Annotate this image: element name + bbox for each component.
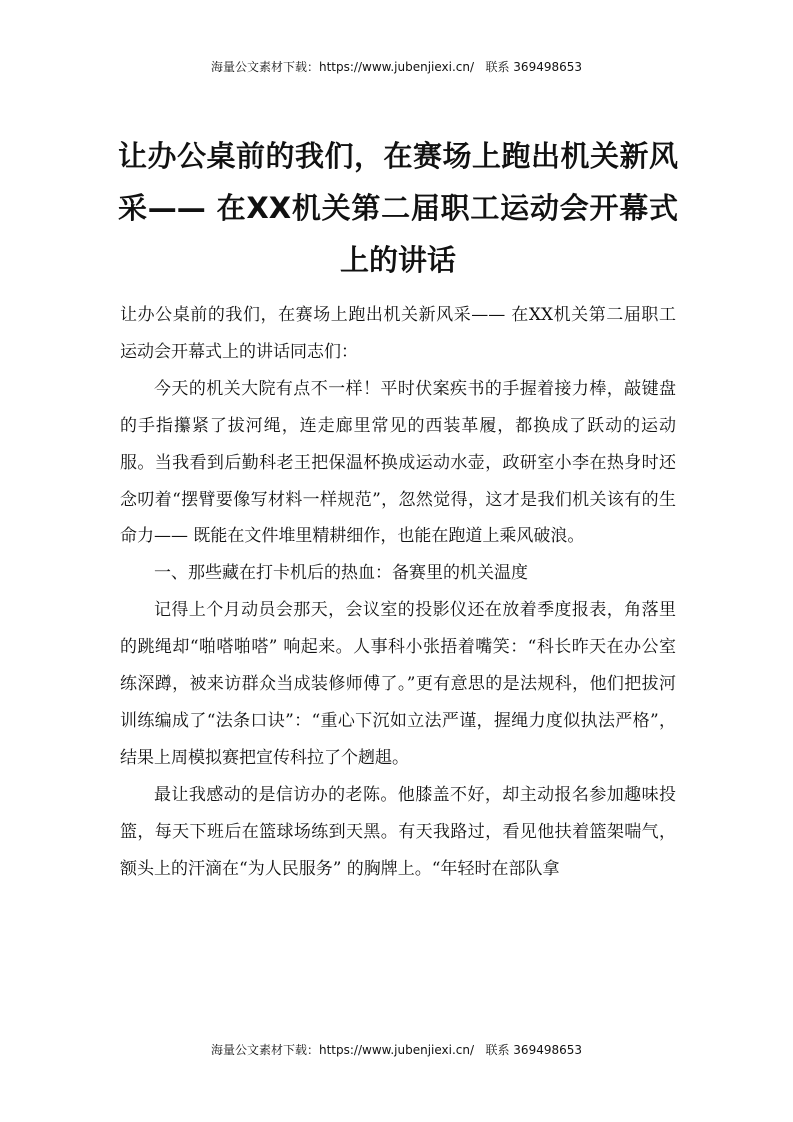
body-paragraph: 今天的机关大院有点不一样！平时伏案疾书的手握着接力棒，敲键盘的手指攥紧了拔河绳，连走廊里常见的西装革履，都换成了跃动的运动服。当我看到后勤科老王把保温杯换成运动水壶，政研室小李在热身时还念叨着“摆臂要像写材料一样规范”，忽然觉得，这才是我们机关该有的生命力—— 既能在文件堆里精耕细作，也能在跑道上乘风破浪。 <box>120 378 676 547</box>
body-paragraph: 记得上个月动员会那天，会议室的投影仪还在放着季度报表，角落里的跳绳却“啪嗒啪嗒” 响起来。人事科小张捂着嘴笑：“科长昨天在办公室练深蹲，被来访群众当成装修师傅了。”更有意思的是法规科，他们把拔河训练编成了“法条口诀”：“重心下沉如立法严谨，握绳力度似执法严格”，结果上周模拟赛把宣传科拉了个趔趄。 <box>120 600 676 768</box>
section-heading: 一、那些藏在打卡机后的热血：备赛里的机关温度 <box>154 563 528 584</box>
opening-paragraph: 让办公桌前的我们，在赛场上跑出机关新风采—— 在XX机关第二届职工运动会开幕式上的讲话同志们： <box>120 305 676 362</box>
document-title: 让办公桌前的我们，在赛场上跑出机关新风采—— 在XX机关第二届职工运动会开幕式上的讲话 <box>118 139 678 277</box>
body-paragraph: 最让我感动的是信访办的老陈。他膝盖不好，却主动报名参加趣味投篮，每天下班后在篮球场练到天黑。有天我路过，看见他扶着篮架喘气，额头上的汗滴在“为人民服务” 的胸牌上。“年轻时在部队拿 <box>120 784 676 879</box>
document-body <box>120 297 676 888</box>
page-footer: 海量公文素材下载：https://www.jubenjiexi.cn/ 联系 369498653 <box>210 1043 583 1057</box>
page-header: 海量公文素材下载：https://www.jubenjiexi.cn/ 联系 369498653 <box>210 60 583 74</box>
